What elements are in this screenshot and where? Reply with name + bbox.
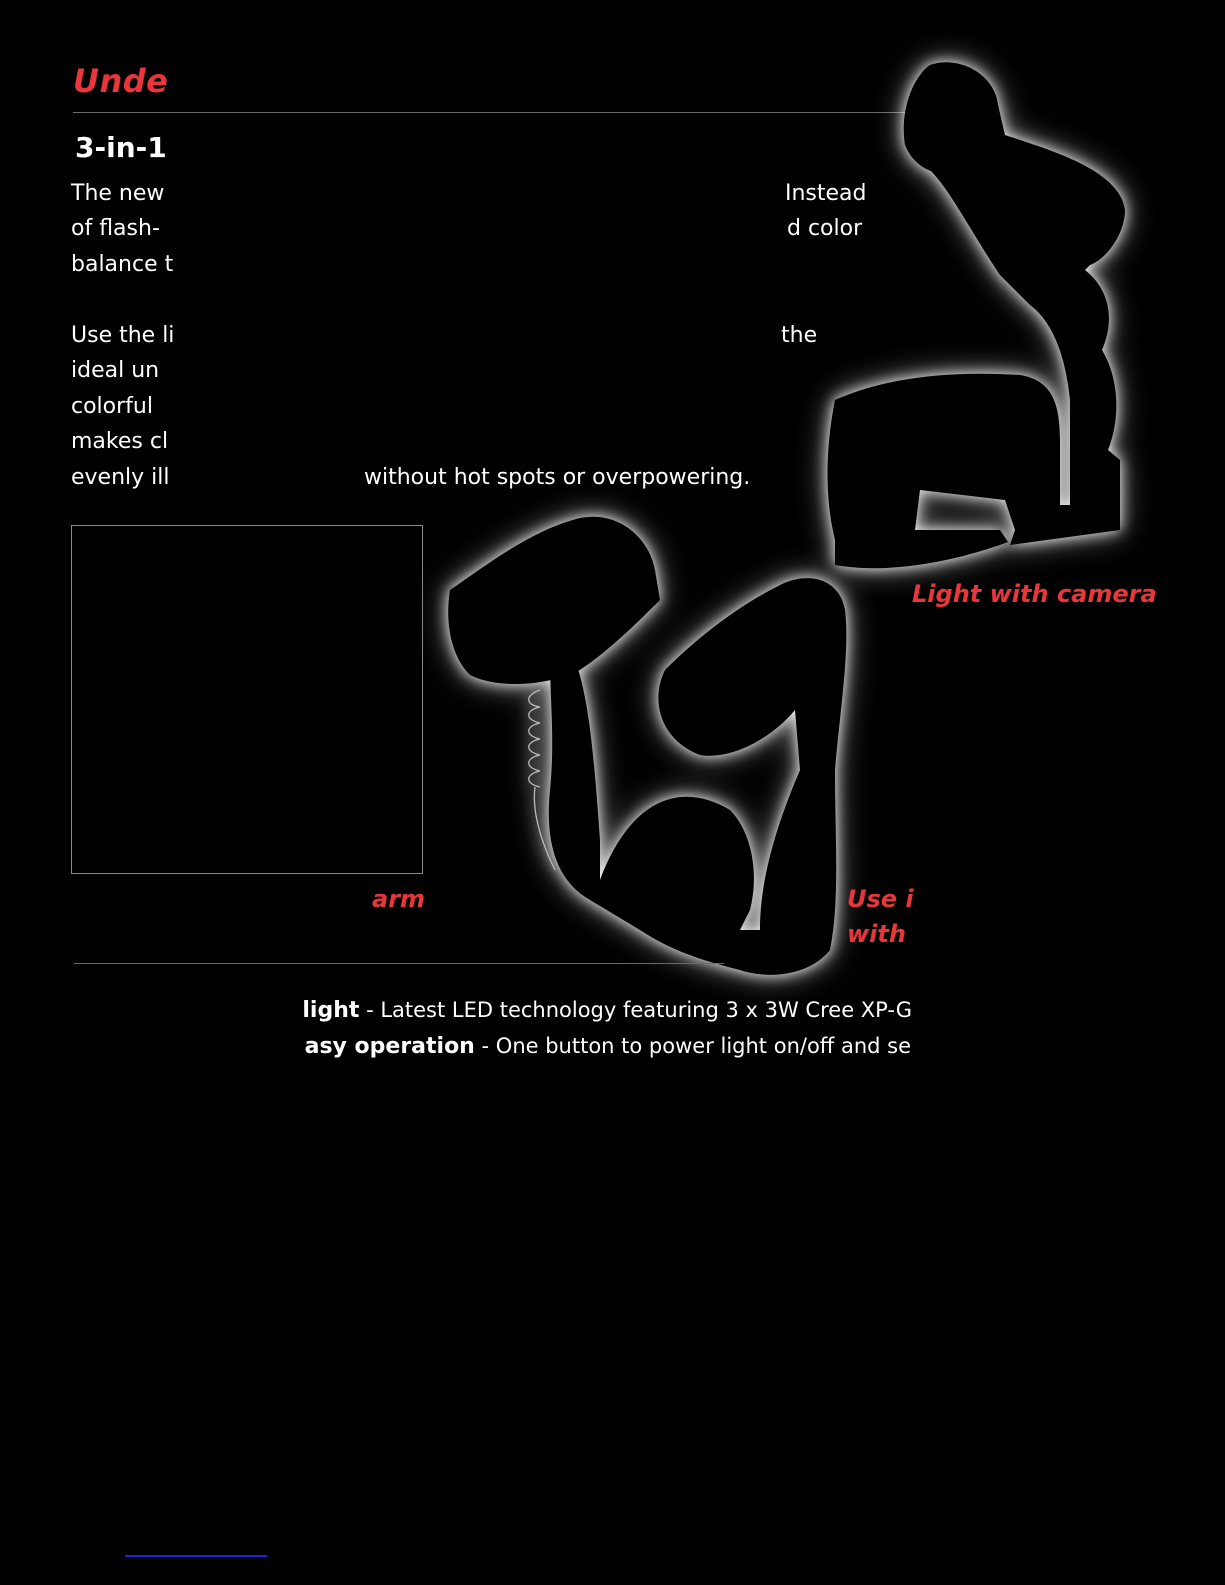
caption-use-line1: Use i (847, 885, 914, 913)
caption-light-with-camera: Light with camera (912, 580, 1157, 608)
caption-arm: arm (372, 885, 426, 913)
feature-text: - Latest LED technology featuring 3 x 3W Cree XP-G (359, 998, 912, 1022)
features-divider (74, 963, 724, 964)
title-divider (73, 112, 923, 113)
intro-text: Instead (785, 181, 867, 206)
caption-use-line2: with (847, 920, 906, 948)
feature-label: asy operation (304, 1034, 475, 1059)
feature-item (305, 1034, 911, 1059)
intro-text: evenly ill (71, 465, 170, 490)
intro-text: the (781, 323, 818, 348)
footer-link[interactable] (125, 1555, 267, 1557)
video-player[interactable] (71, 525, 423, 874)
intro-text: of flash- (71, 216, 160, 241)
feature-label: light (302, 998, 360, 1023)
intro-text: ideal un (71, 358, 160, 383)
section-subtitle: 3-in-1 (75, 131, 167, 164)
dual-light-arm-image (440, 510, 870, 980)
page-title: Unde (73, 62, 169, 100)
feature-item (302, 998, 912, 1023)
intro-text: makes cl (71, 429, 169, 454)
intro-paragraph-2 (71, 318, 871, 498)
intro-text: colorful (71, 394, 153, 419)
intro-text: without hot spots or overpowering. (364, 465, 751, 490)
intro-text: balance t (71, 252, 174, 277)
light-with-camera-image (820, 60, 1140, 580)
intro-paragraph-1 (71, 176, 871, 286)
feature-text: - One button to power light on/off and se (474, 1034, 911, 1058)
intro-text: The new (71, 181, 165, 206)
intro-text: d color (787, 216, 863, 241)
intro-text: Use the li (71, 323, 175, 348)
